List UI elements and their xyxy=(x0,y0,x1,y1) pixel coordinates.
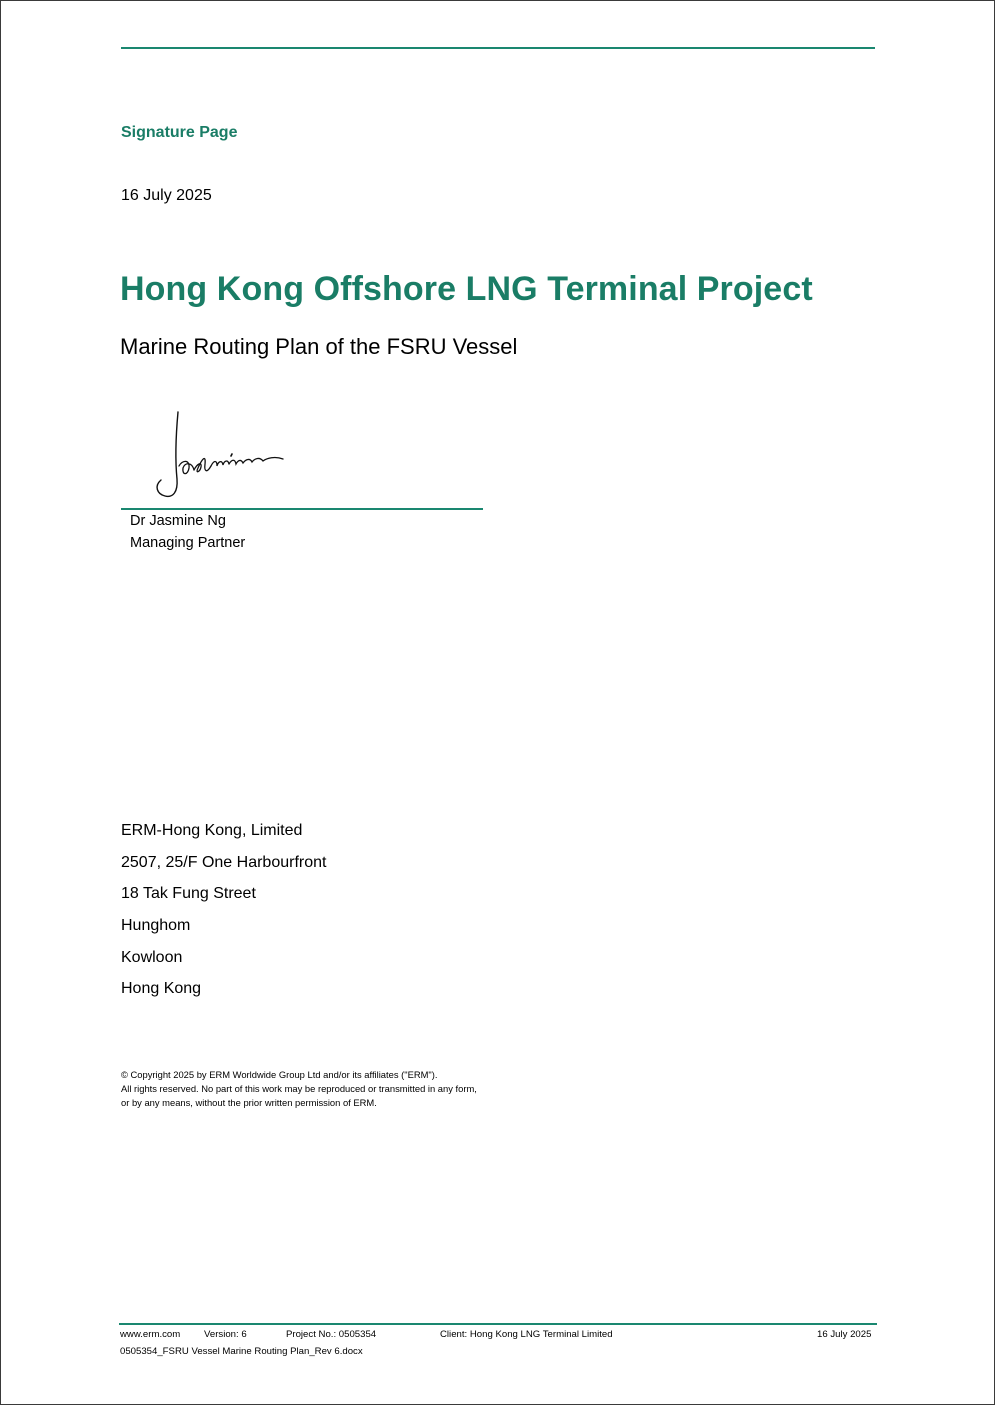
footer-client: Client: Hong Kong LNG Terminal Limited xyxy=(440,1329,613,1340)
copyright-line: or by any means, without the prior written permission of ERM. xyxy=(121,1097,377,1108)
document-title: Hong Kong Offshore LNG Terminal Project xyxy=(120,270,813,308)
copyright-notice xyxy=(121,1068,477,1110)
copyright-line: © Copyright 2025 by ERM Worldwide Group Ltd and/or its affiliates ("ERM"). xyxy=(121,1069,438,1080)
footer-version: Version: 6 xyxy=(204,1329,247,1340)
copyright-line: All rights reserved. No part of this work may be reproduced or transmitted in any form, xyxy=(121,1083,477,1094)
section-heading: Signature Page xyxy=(121,124,238,141)
footer-website: www.erm.com xyxy=(120,1329,181,1340)
address-line: ERM-Hong Kong, Limited xyxy=(121,822,303,839)
address-line: Kowloon xyxy=(121,948,183,966)
address-line: 18 Tak Fung Street xyxy=(121,885,256,903)
document-date: 16 July 2025 xyxy=(121,187,212,204)
company-address xyxy=(121,820,326,1010)
footer-project-number: Project No.: 0505354 xyxy=(286,1329,377,1340)
footer-rule xyxy=(119,1323,877,1325)
footer-date: 16 July 2025 xyxy=(817,1329,872,1340)
footer-filename: 0505354_FSRU Vessel Marine Routing Plan_Rev 6.docx xyxy=(120,1346,363,1357)
header-rule xyxy=(121,47,875,49)
address-line: Hong Kong xyxy=(121,980,202,998)
signatory-name: Dr Jasmine Ng xyxy=(130,513,226,529)
signatory-role: Managing Partner xyxy=(130,535,246,551)
signature-line xyxy=(121,508,483,510)
address-line: 2507, 25/F One Harbourfront xyxy=(121,853,327,871)
handwritten-signature xyxy=(145,404,315,504)
document-subtitle: Marine Routing Plan of the FSRU Vessel xyxy=(120,334,518,359)
address-line: Hunghom xyxy=(121,917,191,935)
